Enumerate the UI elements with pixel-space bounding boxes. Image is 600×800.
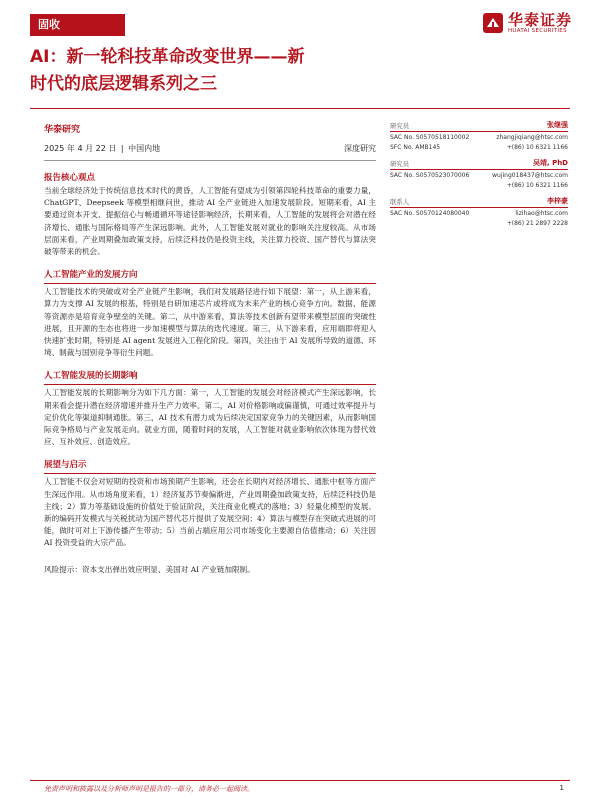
analyst-card	[390, 120, 568, 152]
section-divider	[44, 473, 376, 474]
section-core	[44, 171, 376, 258]
analyst-panel	[390, 120, 568, 234]
analyst-sac: SAC No. S0570518110002	[390, 134, 470, 141]
report-meta: 2025 年 4 月 22 日 | 中国内地 深度研究	[44, 144, 376, 153]
section-heading: 报告核心观点	[44, 173, 96, 183]
meta-divider	[44, 160, 376, 161]
analyst-role: 联系人	[390, 198, 410, 206]
analyst-name: 李梓豪	[547, 197, 568, 205]
section-heading: 人工智能产业的发展方向	[44, 270, 138, 281]
section-body: 人工智能不仅会对短期的投资和市场预期产生影响，还会在长期内对经济增长、通胀中枢等方面产生深远作用。从市场角度来看，1）经济复苏节奏偏渐进，产业周期叠加政策支持，后续泛科技仍是主线；2）算力等基础设施的价值处于验证阶段，关注商业化模式的落地；3）轻量化模型的发展、新的编码开发模式与关税扰动为国产替代芯片提供了发展空间；4）算法与模型存在突破式进展的可能，做时可对上下游传播产生带动；5）当前占端应用公司市场变化主要源自估值推动；6）关注因 AI 投资受益的大宗产品。	[44, 477, 376, 548]
section-divider	[44, 283, 376, 284]
analyst-role: 研究员	[390, 122, 410, 130]
report-region: 中国内地	[128, 144, 161, 153]
analyst-phone: +(86) 10 6321 1166	[506, 144, 568, 151]
report-title	[30, 44, 570, 98]
title-line-1: AI：新一轮科技革命改变世界——新	[30, 47, 305, 67]
analyst-name: 张继强	[547, 121, 568, 129]
title-divider	[30, 108, 570, 109]
analyst-sac: SAC No. S0570523070006	[390, 172, 470, 179]
disclaimer-text: 免责声明和披露以及分析师声明是报告的一部分，请务必一起阅读。	[44, 785, 254, 793]
logo-english: HUATAI SECURITIES	[507, 28, 567, 34]
analyst-phone: +(86) 21 2897 2228	[506, 220, 568, 227]
logo-chinese: 华泰证券	[507, 11, 572, 29]
huatai-logo-icon	[483, 13, 503, 33]
section-longterm	[44, 369, 376, 448]
section-industry	[44, 268, 376, 359]
footer-divider	[30, 780, 570, 781]
analyst-sfc: SFC No. AMB145	[390, 144, 441, 151]
main-content	[44, 118, 376, 576]
analyst-email[interactable]: wujing018437@htsc.com	[492, 172, 568, 179]
analyst-name: 吴靖, PhD	[532, 159, 568, 167]
analyst-phone: +(86) 10 6321 1166	[506, 182, 568, 189]
page-number: 1	[559, 784, 564, 792]
section-body: 人工智能发展的长期影响分为如下几方面：第一，人工智能的发展会对经济模式产生深远影响，长期来看会提升潜在经济增速并推升生产力效率。第二，AI 对价格影响或偏谨慎，可通过效率提升与定价优化等渠道抑制通胀。第三，AI 技术有潜力成为后续决定国家竞争力的关键因素，从而影响国际竞争格局与产业发展走向。就业方面，随着时间的发展，人工智能对就业影响依次体现为替代效应、互补效应、创造效应。	[44, 388, 376, 447]
page-footer	[44, 784, 564, 794]
analyst-card	[390, 196, 568, 228]
analyst-role: 研究员	[390, 160, 410, 168]
section-divider	[44, 384, 376, 385]
report-type: 深度研究	[344, 144, 376, 153]
report-category-tag: 固收	[30, 14, 125, 36]
section-heading: 展望与启示	[44, 460, 87, 471]
brand-logo	[483, 12, 572, 34]
section-heading: 人工智能发展的长期影响	[44, 371, 138, 382]
section-body: 人工智能技术的突破或对全产业链产生影响，我们对发展路径进行如下展望：第一，从上游来看，算力为支撑 AI 发展的根基，特别是自研加速芯片或将成为未来产业的核心竞争方向。数据、能源等资源亦是培育竞争壁垒的关键。第二，从中游来看，算法等技术创新有望带来模型层面的突破性进展，且开源的生态也将进一步加速模型与算法的迭代速度。第三，从下游来看，应用端即将迎入快速扩张时期，特别是 AI agent 发展进入工程化阶段。第四，关注由于 AI 发展所导致的道德、环境、制裁与国别竞争等衍生问题。	[44, 287, 376, 358]
report-date: 2025 年 4 月 22 日	[44, 144, 117, 153]
research-org: 华泰研究	[44, 125, 81, 135]
analyst-email[interactable]: lizihao@htsc.com	[515, 210, 568, 217]
section-body: 当前全球经济处于传统信息技术时代的黄昏，人工智能有望成为引领第四轮科技革命的重要力量，ChatGPT、Deepseek 等模型相继问世，推动 AI 全产业链进入加速发展阶段。短期来看，AI 主要通过资本开支、提振信心与畅通循环等途径影响经济，长期来看，人工智能的发展将会对潜在经济增长、通胀与国际格局等产生深远影响。此外，人工智能发展对就业的影响关注度较高。从市场层面来看，产业周期叠加政策支持，后续泛科技仍是投资主线，关注算力投资、国产替代与算法突破等带来的机会。	[44, 186, 376, 257]
section-outlook	[44, 458, 376, 549]
title-line-2: 时代的底层逻辑系列之三	[30, 74, 217, 94]
risk-warning: 风险提示：资本支出弹出效应明显、美国对 AI 产业链加限制。	[44, 564, 255, 574]
analyst-email[interactable]: zhangjiqiang@htsc.com	[496, 134, 568, 141]
analyst-sac: SAC No. S0570124080040	[390, 210, 470, 217]
analyst-card	[390, 158, 568, 190]
